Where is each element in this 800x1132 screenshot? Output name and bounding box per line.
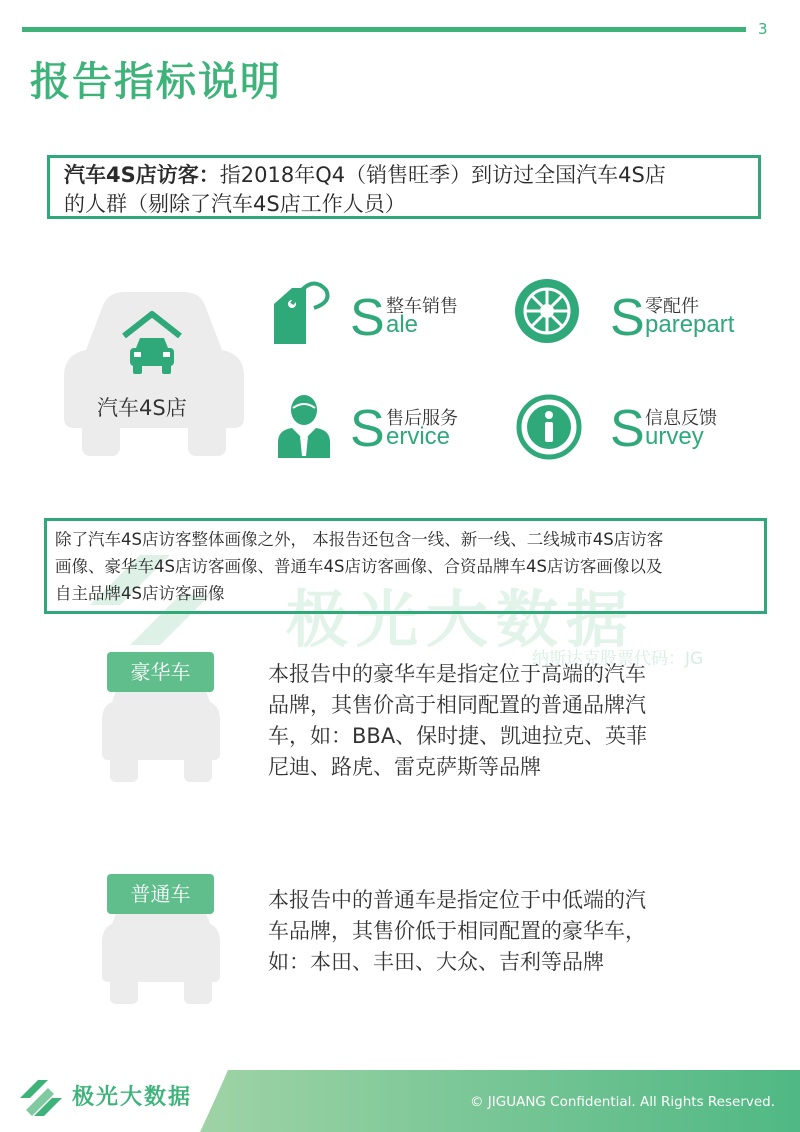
service-sale-cn: 整车销售 [386, 296, 458, 317]
info-icon [516, 394, 582, 460]
service-parts-en: parepart [645, 311, 735, 338]
luxury-line: 本报告中的豪华车是指定位于高端的汽车 [268, 662, 646, 686]
service-survey-letter: S [610, 400, 645, 458]
footer-logo-text: 极光大数据 [72, 1085, 193, 1110]
regular-line: 本报告中的普通车是指定位于中低端的汽 [268, 888, 646, 912]
definition-text: 指2018年Q4（销售旺季）到访过全国汽车4S店 [219, 163, 666, 187]
jiguang-logo-icon [18, 1076, 64, 1120]
service-after-letter: S [350, 400, 385, 458]
service-after-en: ervice [386, 423, 451, 450]
page-number: 3 [758, 20, 768, 38]
service-sale-letter: S [350, 289, 385, 347]
regular-line: 如：本田、丰田、大众、吉利等品牌 [268, 950, 604, 974]
luxury-paragraph [268, 659, 728, 783]
regular-paragraph [268, 885, 728, 978]
service-survey-cn: 信息反馈 [645, 408, 717, 429]
definition-box [47, 155, 761, 219]
service-parts-letter: S [610, 289, 645, 347]
price-tag-icon [270, 278, 332, 346]
store-label: 汽车4S店 [97, 396, 187, 420]
service-after-cn: 售后服务 [386, 408, 458, 429]
top-rule [22, 27, 746, 32]
regular-line: 车品牌，其售价低于相同配置的豪华车， [268, 919, 646, 943]
watermark-brand: 极光大数据 [286, 583, 637, 656]
watermark-sub: 纳斯达克股票代码：JG [532, 649, 704, 669]
luxury-line: 品牌，其售价高于相同配置的普通品牌汽 [268, 693, 646, 717]
service-sale-en: ale [386, 311, 419, 338]
garage-car-icon [120, 308, 184, 378]
regular-tag: 普通车 [107, 874, 214, 914]
note-line-2: 画像、豪华车4S店访客画像、普通车4S店访客画像、合资品牌车4S店访客画像以及 [55, 557, 663, 576]
copyright-text: © JIGUANG Confidential. All Rights Reserved. [470, 1094, 776, 1110]
luxury-line: 车，如：BBA、保时捷、凯迪拉克、英菲 [268, 724, 648, 748]
note-box [44, 518, 767, 614]
definition-text-line2: 的人群（剔除了汽车4S店工作人员） [64, 192, 406, 216]
note-line-1: 除了汽车4S店访客整体画像之外， 本报告还包含一线、新一线、二线城市4S店访客 [55, 530, 664, 549]
wheel-icon [514, 278, 580, 344]
definition-term: 汽车4S店访客： [64, 163, 220, 187]
page-title: 报告指标说明 [30, 59, 282, 105]
service-survey-en: urvey [645, 423, 704, 450]
service-person-icon [276, 390, 332, 460]
luxury-tag: 豪华车 [107, 652, 214, 692]
note-line-3: 自主品牌4S店访客画像 [55, 584, 225, 603]
luxury-line: 尼迪、路虎、雷克萨斯等品牌 [268, 755, 541, 779]
service-parts-cn: 零配件 [645, 296, 699, 317]
